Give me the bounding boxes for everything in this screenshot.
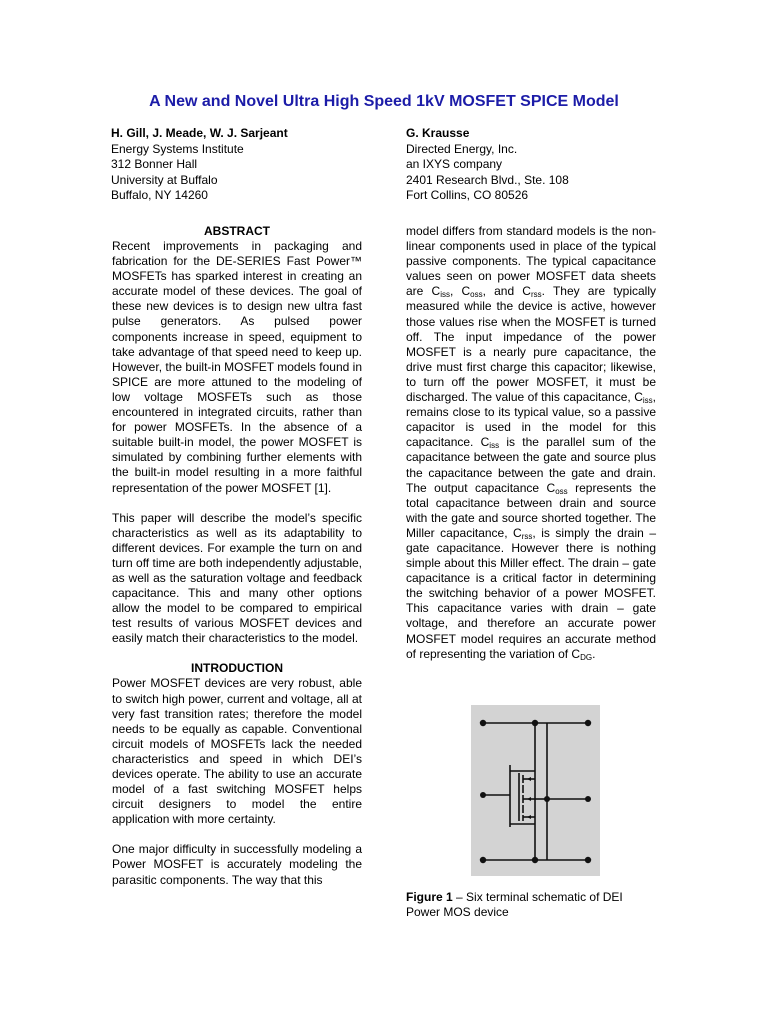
paper-title: A New and Novel Ultra High Speed 1kV MOSFET SPICE Model bbox=[149, 93, 619, 110]
figure-label: Figure 1 bbox=[406, 890, 453, 904]
abstract-paragraph-2: This paper will describe the model’s specific characteristics as well as its adaptability to different devices. For example the turn on and turn off time are both independently adjustable, as well as the saturation voltage and feedback capacitance. This and many other options allow the model to be compared to empirical test results of various MOSFET devices and easily match their characteristics to the model. bbox=[112, 510, 362, 646]
author-names-right: G. Krausse bbox=[406, 126, 470, 140]
figure-caption bbox=[406, 890, 656, 921]
right-column bbox=[406, 224, 656, 662]
affiliation-line: University at Buffalo bbox=[111, 172, 218, 187]
authors-right bbox=[406, 126, 569, 204]
affiliation-line: 312 Bonner Hall bbox=[111, 157, 198, 172]
affiliation-line: Fort Collins, CO 80526 bbox=[406, 188, 529, 203]
introduction-paragraph-2: One major difficulty in successfully modeling a Power MOSFET is accurately modeling the parasitic components. The way that this bbox=[112, 842, 362, 887]
affiliation-line: Energy Systems Institute bbox=[111, 141, 244, 156]
left-column bbox=[112, 224, 362, 888]
author-names-left: H. Gill, J. Meade, W. J. Sarjeant bbox=[111, 126, 288, 140]
affiliation-line: Directed Energy, Inc. bbox=[406, 141, 518, 156]
abstract-heading: ABSTRACT bbox=[204, 224, 270, 238]
authors-left bbox=[111, 126, 288, 204]
right-column-paragraph: model differs from standard models is the non-linear components used in place of the typical passive components. The typical capacitance values seen on power MOSFET data sheets are $C_{iss}$, $C_{oss}$, and $C_{rss}$. They are typically measured while the device is active, however those values rise when the MOSFET is turned off. The input impedance of the power MOSFET is a nearly pure capacitance, the drive must first charge this capacitor; likewise, to turn off the power MOSFET, it must be discharged. The value of this capacitance, $C_{iss}$, remains close to its typical value, so a passive capacitor is used in the model for this capacitance. $C_{iss}$ is the parallel sum of the capacitance between the gate and source plus the capacitance between the gate and drain. The output capacitance $C_{oss}$ represents the total capacitance between drain and source with the gate and source shorted together. The Miller capacitance, $C_{rss}$, is simply the drain – gate capacitance. However there is nothing simple about this Miller effect. The drain – gate capacitance is a critical factor in determining the switching behavior of a power MOSFET. This capacitance varies with drain – gate voltage, and therefore an accurate power MOSFET model requires an accurate method of representing the variation of $C_{DG}$. bbox=[406, 224, 656, 662]
affiliation-line: an IXYS company bbox=[406, 157, 503, 172]
figure-caption-text: – Six terminal schematic of DEI Power MOS device bbox=[406, 890, 623, 920]
mosfet-schematic-figure bbox=[471, 705, 600, 876]
abstract-paragraph-1: Recent improvements in packaging and fabrication for the DE-SERIES Fast Power™ MOSFETs has sparked interest in creating an accurate model of these devices. The goal of these new devices is to design new ultra fast pulse generators. As pulsed power components increase in speed, equipment to take advantage of that speed need to keep up. However, the built-in MOSFET models found in SPICE are more attuned to the modeling of low voltage MOSFETs such as those encountered in integrated circuits, rather than for power MOSFETs. In the absence of a suitable built-in model, the power MOSFET is simulated by combining further elements with the built-in model resulting in a more faithful representation of the power MOSFET [1]. bbox=[112, 239, 362, 495]
introduction-heading: INTRODUCTION bbox=[191, 661, 283, 676]
affiliation-line: Buffalo, NY 14260 bbox=[111, 188, 208, 203]
affiliation-line: 2401 Research Blvd., Ste. 108 bbox=[406, 172, 569, 187]
introduction-paragraph-1: Power MOSFET devices are very robust, able to switch high power, current and voltage, all at very fast transition rates; therefore the model needs to be equally as capable. Conventional circuit models of MOSFETs lack the needed characteristics and speed in which DEI’s devices operate. The ability to use an accurate model of a fast switching MOSFET helps circuit designers to model the entire application with more certainty. bbox=[112, 676, 362, 827]
